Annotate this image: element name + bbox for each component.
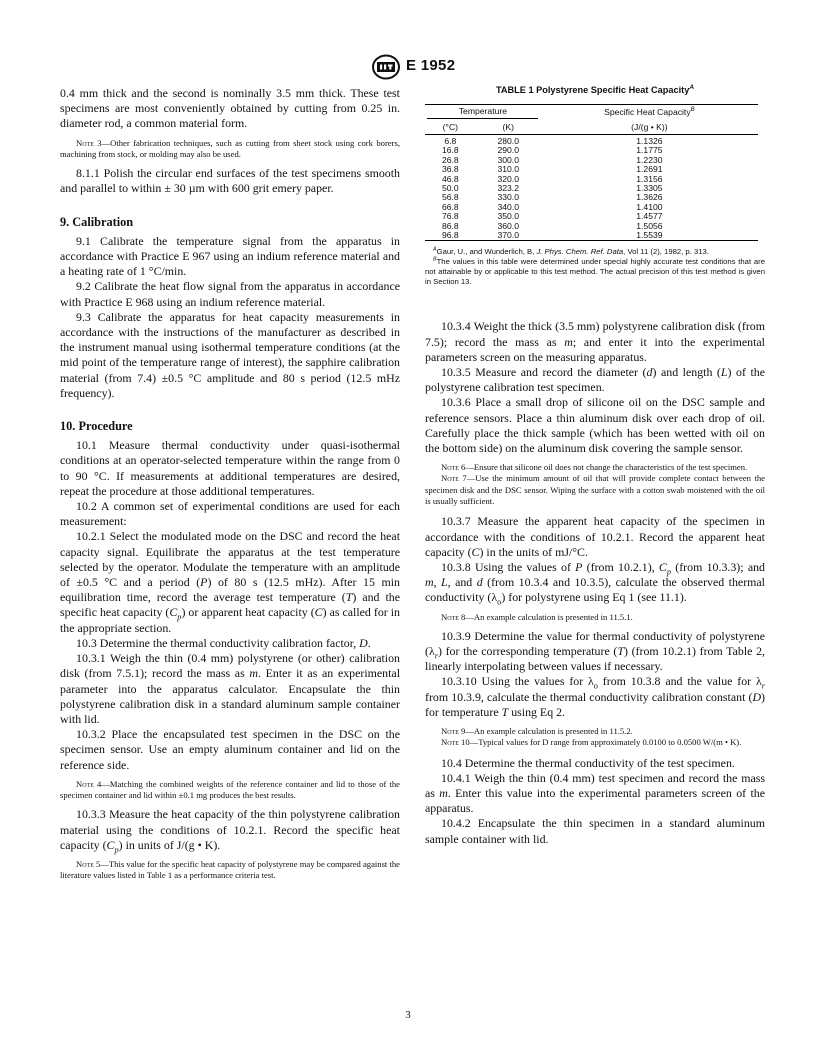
cell-heat-capacity: 1.4100 <box>636 201 663 212</box>
note-8: Note 8—An example calculation is presented in 11.5.1. <box>441 611 633 622</box>
astm-logo-icon <box>371 54 401 80</box>
footnote-b: $^B$The values in this table were determined under special highly accurate test conditions that are not attainable by or applicable to this test method. The actual precision of this test method is given in Section 13. <box>425 256 765 286</box>
table-title: TABLE 1 Polystyrene Specific Heat Capacity$^A$ <box>495 83 694 95</box>
paragraph-10-4: 10.4 Determine the thermal conductivity of the test specimen. <box>441 755 735 770</box>
table-row <box>425 222 758 231</box>
paragraph-10-4-2: 10.4.2 Encapsulate the thin specimen in a standard aluminum sample container with lid. <box>425 816 765 846</box>
paragraph-10-3-4: 10.3.4 Weight the thick (3.5 mm) polystyrene calibration disk (from 7.5); record the mass as m; and enter it into the experimental parameters screen on the measuring apparatus. <box>425 319 765 364</box>
cell-heat-capacity: 1.1775 <box>636 145 663 156</box>
table-row <box>425 165 758 174</box>
paragraph-10-3-6: 10.3.6 Place a small drop of silicone oil on the DSC sample and reference sensors. Place a thin aluminum disk over each drop of oil. Carefully place the thick sample (which has been wetted with oil on the bottom side) on the aluminum disk covering the sample sensor. <box>425 395 765 455</box>
cell-heat-capacity: 1.1326 <box>636 136 663 147</box>
cell-celsius: 16.8 <box>441 145 459 156</box>
paragraph-10-3-3: 10.3.3 Measure the heat capacity of the thin polystyrene calibration material using the conditions of 10.2.1. Record the specific heat capacity $(C_p)$ in units of J/(g • K). <box>60 807 400 855</box>
note-4: Note 4—Matching the combined weights of the reference container and lid to those of the specimen container and lid within ±0.1 mg produces the best results. <box>60 778 401 801</box>
table-row <box>425 231 758 241</box>
note-10: Note 10—Typical values for D range from approximately 0.0100 to 0.0500 W/(m • K). <box>441 737 742 748</box>
cell-celsius: 26.8 <box>441 154 459 165</box>
table-row <box>425 203 758 212</box>
cell-heat-capacity: 1.5539 <box>636 230 663 241</box>
cell-kelvin: 370.0 <box>497 230 519 241</box>
cell-celsius: 86.8 <box>441 220 459 231</box>
table-row <box>425 193 758 202</box>
paragraph-10-2-1: 10.2.1 Select the modulated mode on the DSC and record the heat capacity signal. Equilibrate the apparatus at the test temperature selected by the operator. Modulate the temperature with an amplitude of ±0.5 °C and a period (P) of 80 s (12.5 mHz). After 15 min equilibration time, record the average test temperature (T) and the specific heat capacity $(C_p)$ or apparent heat capacity (C) as called for in the appropriate section. <box>60 529 400 635</box>
paragraph-10-3-10: 10.3.10 Using the values for $\lambda_o$ from 10.3.8 and the value for $\lambda_r$ from 10.3.9, calculate the thermal conductivity calibration constant (D) for temperature T using Eq 2. <box>425 674 765 719</box>
paragraph-10-4-1: 10.4.1 Weigh the thin (0.4 mm) test specimen and record the mass as m. Enter this value into the experimental parameters screen of the apparatus. <box>425 770 765 816</box>
footnote-a: $^A$Gaur, U., and Wunderlich, B, J. Phys. Chem. Ref. Data, Vol 11 (2), 1982, p. 313. <box>433 246 709 257</box>
table-unit-jgk: (J/(g • K)) <box>631 121 668 132</box>
cell-heat-capacity: 1.3305 <box>636 183 663 194</box>
table-unit-celsius: (°C) <box>442 121 459 132</box>
cell-heat-capacity: 1.4577 <box>636 211 663 222</box>
paragraph-10-3-8: 10.3.8 Using the values of P (from 10.2.1), $C_p$ (from 10.3.3); and m, L, and d (from 10.3.4 and 10.3.5), calculate the observed thermal conductivity $(\lambda_o)$ for polystyrene using Eq 1 (see 11.1). <box>425 559 765 607</box>
paragraph-10-3-1: 10.3.1 Weigh the thin (0.4 mm) polystyrene (or other) calibration disk (from 7.5.1); record the mass as m. Enter it as an experimental parameter into the apparatus calculator. Encapsulate the thin polystyrene calibration disk in a standard aluminum sample container with lid. <box>60 651 401 726</box>
table-row <box>425 212 758 221</box>
cell-kelvin: 350.0 <box>497 211 519 222</box>
cell-kelvin: 300.0 <box>497 154 519 165</box>
cell-celsius: 50.0 <box>441 183 459 194</box>
table-row <box>425 175 758 184</box>
note-9: Note 9—An example calculation is presented in 11.5.2. <box>441 726 633 737</box>
specific-heat-table <box>425 104 758 241</box>
note-7: Note 7—Use the minimum amount of oil that will provide complete contact between the specimen disk and the DSC sensor. Wiping the surface with a cotton swab moistened with the oil is usually sufficient. <box>425 473 765 507</box>
cell-kelvin: 290.0 <box>497 145 519 156</box>
paragraph-9-2: 9.2 Calibrate the heat flow signal from the apparatus in accordance with Practice E 968 using an indium reference material. <box>60 279 400 309</box>
paragraph-10-3: 10.3 Determine the thermal conductivity calibration factor, D. <box>76 635 371 650</box>
table-row <box>425 135 758 147</box>
section-heading-calibration: 9. Calibration <box>60 214 134 229</box>
table-group-header: Temperature <box>427 107 538 118</box>
table-row <box>425 156 758 165</box>
cell-celsius: 56.8 <box>441 192 459 203</box>
cell-kelvin: 320.0 <box>497 173 519 184</box>
section-heading-procedure: 10. Procedure <box>60 419 133 434</box>
cell-celsius: 6.8 <box>444 136 457 147</box>
note-3: Note 3—Other fabrication techniques, such as cutting from sheet stock using cork borers, machining from stock, or molding may also be used. <box>60 137 400 159</box>
table-row <box>425 146 758 155</box>
note-5: Note 5—This value for the specific heat capacity of polystyrene may be compared against the literature values listed in Table 1 as a performance criteria test. <box>60 858 400 881</box>
cell-kelvin: 310.0 <box>497 164 519 175</box>
table-row <box>425 184 758 193</box>
cell-kelvin: 360.0 <box>497 220 519 231</box>
note-6: Note 6—Ensure that silicone oil does not change the characteristics of the test specimen. <box>441 462 748 473</box>
cell-celsius: 96.8 <box>441 230 459 241</box>
document-number: E 1952 <box>406 57 456 74</box>
table-footnotes <box>425 247 765 286</box>
paragraph-8-1-1: 8.1.1 Polish the circular end surfaces of the test specimens smooth and parallel to within ± 30 µm with 600 grit emery paper. <box>60 166 400 196</box>
page-header <box>0 54 816 82</box>
paragraph-9-1: 9.1 Calibrate the temperature signal from the apparatus in accordance with Practice E 967 using an indium reference material and a heating rate of 1 °C/min. <box>60 233 400 279</box>
cell-heat-capacity: 1.3626 <box>636 192 663 203</box>
paragraph-10-1: 10.1 Measure thermal conductivity under quasi-isothermal conditions at an operator-selected temperature within the range from 0 to 90 °C. If measurements at additional temperatures are desired, repeat the procedure at those additional temperatures. <box>60 438 400 498</box>
paragraph-10-3-7: 10.3.7 Measure the apparent heat capacity of the specimen in accordance with the conditions of 10.2.1. Record the apparent heat capacity (C) in the units of mJ/°C. <box>425 514 765 559</box>
page-number: 3 <box>405 1009 411 1021</box>
paragraph-9-3: 9.3 Calibrate the apparatus for heat capacity measurements in accordance with the instructions of the manufacturer as described in the instrument manual using isothermal temperature conditions (at the mid point of the temperature range of interest), the sapphire calibration material (from 7.4) ±0.5 °C amplitude and 80 s period (12.5 mHz frequency). <box>60 309 400 400</box>
table-col3-header: Specific Heat Capacity$^B$ <box>604 107 695 118</box>
cell-celsius: 36.8 <box>441 164 459 175</box>
cell-heat-capacity: 1.5056 <box>636 220 663 231</box>
cell-kelvin: 330.0 <box>497 192 519 203</box>
right-column <box>425 83 765 847</box>
table-unit-kelvin: (K) <box>502 121 514 132</box>
cell-heat-capacity: 1.2691 <box>636 164 663 175</box>
cell-celsius: 76.8 <box>441 211 459 222</box>
cell-celsius: 66.8 <box>441 201 459 212</box>
paragraph-10-2: 10.2 A common set of experimental conditions are used for each measurement: <box>60 499 400 529</box>
paragraph-continued: 0.4 mm thick and the second is nominally 3.5 mm thick. These test specimens are most conveniently obtained by cutting from 0.25 in. diameter rod, a common material form. <box>60 86 400 131</box>
cell-heat-capacity: 1.2230 <box>636 154 663 165</box>
paragraph-10-3-5: 10.3.5 Measure and record the diameter (d) and length (L) of the polystyrene calibration test specimen. <box>425 364 765 395</box>
paragraph-10-3-9: 10.3.9 Determine the value for thermal conductivity of polystyrene $(\lambda_r)$ for the corresponding temperature (T) (from 10.2.1) from Table 2, linearly interpolating between values if necessary. <box>425 628 765 674</box>
left-column <box>60 86 400 888</box>
cell-heat-capacity: 1.3156 <box>636 173 663 184</box>
paragraph-10-3-2: 10.3.2 Place the encapsulated test specimen in the DSC on the specimen sensor. Use an empty aluminum container and lid on the reference side. <box>60 727 400 772</box>
cell-kelvin: 323.2 <box>497 183 519 194</box>
cell-celsius: 46.8 <box>441 173 459 184</box>
cell-kelvin: 340.0 <box>497 201 519 212</box>
cell-kelvin: 280.0 <box>497 136 519 147</box>
